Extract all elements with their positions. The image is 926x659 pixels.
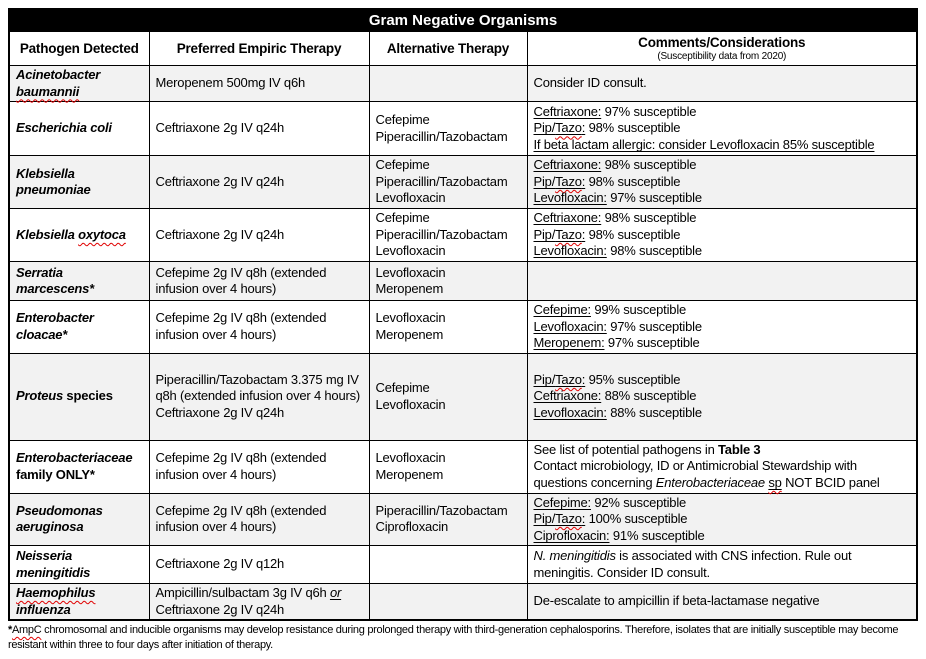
text-segment: Meropenem bbox=[375, 326, 444, 342]
text-segment: or bbox=[329, 585, 342, 600]
text-segment: Cefepime bbox=[375, 210, 430, 226]
cell-line bbox=[376, 210, 521, 227]
cell-line bbox=[16, 450, 143, 467]
cell-line bbox=[376, 450, 521, 467]
text-segment: 98% susceptible bbox=[585, 226, 681, 242]
cell-line bbox=[156, 602, 363, 619]
table-row bbox=[9, 493, 917, 546]
cell-line bbox=[534, 388, 911, 405]
col-header-comments-label: Comments/Considerations bbox=[638, 34, 806, 50]
text-segment: If beta lactam allergic: consider Levofloxacin 85% susceptible bbox=[533, 136, 875, 152]
preferred-therapy-cell bbox=[149, 440, 369, 493]
comments-cell bbox=[527, 262, 917, 301]
text-segment: Meropenem bbox=[375, 281, 444, 296]
cell-line bbox=[534, 548, 911, 581]
text-segment: Pip/ bbox=[533, 511, 556, 526]
cell-line bbox=[156, 75, 363, 92]
cell-line bbox=[156, 227, 363, 244]
text-segment: 91% susceptible bbox=[609, 527, 705, 543]
cell-line bbox=[534, 157, 911, 174]
preferred-therapy-cell bbox=[149, 262, 369, 301]
text-segment: Levofloxacin bbox=[375, 190, 446, 206]
text-segment: Cefepime bbox=[375, 157, 430, 173]
cell-line bbox=[156, 503, 363, 536]
cell-line bbox=[16, 565, 143, 582]
pathogen-cell bbox=[9, 156, 149, 209]
text-segment: Escherichia coli bbox=[16, 120, 112, 136]
pathogen-cell bbox=[9, 102, 149, 156]
text-segment: Enterobacter bbox=[16, 310, 94, 326]
alternative-therapy-cell bbox=[369, 493, 527, 546]
cell-line bbox=[534, 210, 911, 227]
text-segment: Meropenem: bbox=[533, 335, 605, 350]
cell-line bbox=[376, 129, 521, 146]
text-segment: 98% susceptible bbox=[606, 243, 702, 259]
comments-cell bbox=[527, 440, 917, 493]
text-segment: aeruginosa bbox=[16, 519, 84, 535]
text-segment: Levofloxacin: bbox=[533, 404, 607, 420]
text-segment: Levofloxacin bbox=[375, 264, 446, 280]
alternative-therapy-cell bbox=[369, 353, 527, 440]
cell-line bbox=[16, 265, 143, 282]
pathogen-cell bbox=[9, 440, 149, 493]
text-segment: Tazo bbox=[555, 226, 582, 242]
text-segment: Tazo bbox=[555, 173, 582, 189]
text-segment: sp bbox=[768, 474, 782, 490]
text-segment: Haemophilus bbox=[16, 585, 96, 600]
cell-line bbox=[376, 310, 521, 327]
text-segment: Meropenem bbox=[375, 466, 444, 482]
cell-line bbox=[534, 243, 911, 260]
text-segment: Ciprofloxacin: bbox=[533, 527, 610, 543]
cell-line bbox=[376, 227, 521, 244]
text-segment: Ceftriaxone 2g IV q24h bbox=[155, 226, 285, 242]
table-title: Gram Negative Organisms bbox=[9, 9, 917, 32]
gram-negative-organisms-table bbox=[8, 8, 918, 621]
cell-line bbox=[16, 84, 143, 101]
cell-line bbox=[156, 556, 363, 573]
text-segment: N. meningitidis bbox=[533, 548, 616, 563]
text-segment: Meropenem 500mg IV q6h bbox=[155, 75, 306, 91]
pathogen-cell bbox=[9, 301, 149, 354]
col-header-comments bbox=[527, 32, 917, 66]
text-segment: Piperacillin/Tazobactam bbox=[375, 226, 508, 242]
text-segment: NOT BCID panel bbox=[781, 474, 880, 490]
text-segment: Cefepime 2g IV q8h (extended infusion over 4 hours) bbox=[155, 450, 327, 482]
text-segment: Ceftriaxone 2g IV q12h bbox=[155, 556, 285, 572]
text-segment: Piperacillin/Tazobactam bbox=[375, 502, 508, 518]
table-row bbox=[9, 209, 917, 262]
preferred-therapy-cell bbox=[149, 156, 369, 209]
text-segment: Tazo bbox=[555, 511, 582, 526]
text-segment: Levofloxacin bbox=[375, 396, 446, 412]
cell-line bbox=[156, 120, 363, 137]
text-segment: Levofloxacin bbox=[375, 310, 446, 326]
text-segment: 98% susceptible bbox=[585, 173, 681, 189]
text-segment: family ONLY* bbox=[16, 466, 95, 482]
comments-cell bbox=[527, 209, 917, 262]
text-segment: Pip/ bbox=[533, 120, 556, 136]
cell-line bbox=[376, 397, 521, 414]
preferred-therapy-cell bbox=[149, 353, 369, 440]
pathogen-cell bbox=[9, 546, 149, 584]
cell-line bbox=[16, 585, 143, 602]
text-segment: Piperacillin/Tazobactam 3.375 mg IV q8h (extended infusion over 4 hours) bbox=[155, 371, 361, 404]
cell-line bbox=[156, 265, 363, 298]
text-segment: AmpC bbox=[11, 624, 42, 636]
text-segment: Cefepime 2g IV q8h (extended infusion over 4 hours) bbox=[155, 502, 327, 535]
col-header-preferred-therapy: Preferred Empiric Therapy bbox=[149, 32, 369, 66]
text-segment: Acinetobacter bbox=[16, 67, 101, 82]
text-segment: De-escalate to ampicillin if beta-lactamase negative bbox=[533, 593, 820, 609]
table-header-row bbox=[9, 32, 917, 66]
cell-line bbox=[156, 405, 363, 422]
cell-line bbox=[534, 120, 911, 137]
text-segment: : bbox=[581, 511, 586, 526]
cell-line bbox=[16, 310, 143, 327]
text-segment: Proteus bbox=[16, 388, 64, 404]
footnote bbox=[8, 623, 918, 652]
text-segment: Enterobacteriaceae bbox=[16, 450, 133, 465]
text-segment: Ceftriaxone: bbox=[533, 157, 602, 173]
cell-line bbox=[534, 302, 911, 319]
text-segment: 99% susceptible bbox=[590, 302, 687, 317]
text-segment: Ceftriaxone: bbox=[533, 388, 602, 404]
text-segment: pneumoniae bbox=[16, 182, 91, 197]
text-segment: : bbox=[581, 226, 586, 242]
cell-line bbox=[534, 511, 911, 528]
text-segment: Cefepime: bbox=[533, 494, 591, 510]
col-header-pathogen: Pathogen Detected bbox=[9, 32, 149, 66]
cell-line bbox=[534, 372, 911, 389]
cell-line bbox=[156, 450, 363, 483]
text-segment: Piperacillin/Tazobactam bbox=[375, 128, 508, 144]
cell-line bbox=[376, 327, 521, 344]
cell-line bbox=[534, 227, 911, 244]
pathogen-cell bbox=[9, 493, 149, 546]
text-segment: Ceftriaxone: bbox=[533, 103, 602, 119]
text-segment: 97% susceptible bbox=[606, 318, 702, 334]
cell-line bbox=[16, 182, 143, 199]
cell-line bbox=[16, 120, 143, 137]
alternative-therapy-cell bbox=[369, 156, 527, 209]
text-segment: Levofloxacin bbox=[375, 243, 446, 259]
text-segment: cloacae* bbox=[16, 326, 68, 342]
text-segment: Pip/ bbox=[533, 173, 556, 189]
alternative-therapy-cell bbox=[369, 262, 527, 301]
cell-line bbox=[16, 281, 143, 298]
cell-line bbox=[376, 157, 521, 174]
cell-line bbox=[534, 442, 911, 459]
table-title-row bbox=[9, 9, 917, 32]
text-segment: 97% susceptible bbox=[601, 103, 697, 119]
cell-line bbox=[376, 174, 521, 191]
cell-line bbox=[534, 75, 911, 92]
pathogen-cell bbox=[9, 66, 149, 102]
table-row bbox=[9, 262, 917, 301]
text-segment: Contact microbiology, ID or Antimicrobial Stewardship with questions concerning bbox=[533, 458, 857, 490]
cell-line bbox=[534, 174, 911, 191]
text-segment: Pip/ bbox=[533, 371, 556, 387]
text-segment: See list of potential pathogens in bbox=[533, 441, 719, 457]
comments-cell bbox=[527, 156, 917, 209]
text-segment: 100% susceptible bbox=[585, 511, 688, 526]
table-row bbox=[9, 546, 917, 584]
text-segment: Neisseria bbox=[16, 548, 73, 563]
cell-line bbox=[376, 503, 521, 520]
cell-line bbox=[534, 458, 911, 491]
alternative-therapy-cell bbox=[369, 209, 527, 262]
pathogen-cell bbox=[9, 584, 149, 621]
pathogen-cell bbox=[9, 353, 149, 440]
cell-line bbox=[376, 190, 521, 207]
cell-line bbox=[376, 265, 521, 282]
col-header-comments-sublabel: (Susceptibility data from 2020) bbox=[657, 50, 787, 62]
cell-line bbox=[16, 166, 143, 183]
alternative-therapy-cell bbox=[369, 584, 527, 621]
cell-line bbox=[534, 319, 911, 336]
text-segment: Cefepime 2g IV q8h (extended infusion over 4 hours) bbox=[155, 264, 327, 296]
cell-line bbox=[16, 602, 143, 619]
text-segment: Ceftriaxone 2g IV q24h bbox=[155, 120, 285, 136]
alternative-therapy-cell bbox=[369, 440, 527, 493]
comments-cell bbox=[527, 546, 917, 584]
cell-line bbox=[534, 104, 911, 121]
comments-cell bbox=[527, 66, 917, 102]
alternative-therapy-cell bbox=[369, 301, 527, 354]
col-header-alternative-therapy: Alternative Therapy bbox=[369, 32, 527, 66]
cell-line bbox=[156, 372, 363, 405]
text-segment: 92% susceptible bbox=[590, 494, 687, 510]
text-segment: chromosomal and inducible organisms may develop resistance during prolonged therapy with third-generation cephalosporins. Therefore, isolates that are initially susceptible may become resistant within three to four days after initiation of therapy. bbox=[8, 624, 899, 651]
text-segment: * bbox=[8, 624, 12, 636]
preferred-therapy-cell bbox=[149, 102, 369, 156]
cell-line bbox=[376, 467, 521, 484]
cell-line bbox=[16, 503, 143, 520]
text-segment: Levofloxacin: bbox=[533, 190, 607, 206]
comments-cell bbox=[527, 493, 917, 546]
text-segment: Cefepime bbox=[375, 380, 430, 395]
text-segment: 98% susceptible bbox=[601, 210, 697, 226]
cell-line bbox=[156, 310, 363, 343]
comments-cell bbox=[527, 353, 917, 440]
text-segment: Ceftriaxone: bbox=[533, 210, 602, 226]
preferred-therapy-cell bbox=[149, 584, 369, 621]
text-segment: Ceftriaxone 2g IV q24h bbox=[155, 173, 285, 189]
cell-line bbox=[534, 405, 911, 422]
cell-line bbox=[534, 495, 911, 512]
table-row bbox=[9, 440, 917, 493]
text-segment: : bbox=[581, 173, 586, 189]
text-segment: Pseudomonas bbox=[16, 502, 103, 518]
table-row bbox=[9, 353, 917, 440]
text-segment: Serratia bbox=[16, 264, 63, 280]
cell-line bbox=[16, 467, 143, 484]
text-segment: 98% susceptible bbox=[601, 157, 697, 173]
text-segment: 97% susceptible bbox=[604, 335, 700, 350]
text-segment: 88% susceptible bbox=[606, 404, 702, 420]
preferred-therapy-cell bbox=[149, 493, 369, 546]
text-segment: Levofloxacin: bbox=[533, 318, 607, 334]
text-segment: Tazo bbox=[555, 120, 582, 136]
text-segment: Cefepime: bbox=[533, 302, 591, 317]
alternative-therapy-cell bbox=[369, 546, 527, 584]
table-row bbox=[9, 301, 917, 354]
text-segment: is associated with CNS infection. Rule out meningitis. Consider ID consult. bbox=[533, 548, 852, 580]
cell-line bbox=[534, 593, 911, 610]
table-row bbox=[9, 102, 917, 156]
cell-line bbox=[156, 174, 363, 191]
table-row bbox=[9, 66, 917, 102]
text-segment: baumannii bbox=[16, 83, 80, 99]
text-segment: Tazo bbox=[555, 371, 582, 387]
text-segment: Cefepime bbox=[375, 112, 430, 127]
cell-line bbox=[16, 227, 143, 244]
text-segment: 98% susceptible bbox=[585, 120, 681, 136]
text-segment: Cefepime 2g IV q8h (extended infusion over 4 hours) bbox=[155, 310, 327, 342]
text-segment: Ampicillin/sulbactam 3g IV q6h bbox=[155, 585, 330, 600]
text-segment: Klebsiella bbox=[16, 165, 75, 181]
text-segment: influenza bbox=[16, 601, 71, 617]
table-row bbox=[9, 156, 917, 209]
cell-line bbox=[376, 281, 521, 298]
preferred-therapy-cell bbox=[149, 209, 369, 262]
text-segment: 88% susceptible bbox=[601, 388, 697, 404]
cell-line bbox=[16, 388, 143, 405]
text-segment: species bbox=[63, 388, 113, 404]
preferred-therapy-cell bbox=[149, 66, 369, 102]
cell-line bbox=[534, 137, 911, 154]
text-segment: Consider ID consult. bbox=[533, 75, 647, 91]
text-segment: marcescens* bbox=[16, 281, 95, 296]
alternative-therapy-cell bbox=[369, 102, 527, 156]
text-segment: Piperacillin/Tazobactam bbox=[375, 173, 508, 189]
pathogen-cell bbox=[9, 262, 149, 301]
cell-line bbox=[16, 519, 143, 536]
text-segment: Ciprofloxacin bbox=[375, 519, 449, 535]
cell-line bbox=[534, 190, 911, 207]
alternative-therapy-cell bbox=[369, 66, 527, 102]
text-segment: Pip/ bbox=[533, 226, 556, 242]
text-segment: 97% susceptible bbox=[606, 190, 702, 206]
comments-cell bbox=[527, 301, 917, 354]
text-segment: oxytoca bbox=[78, 226, 126, 242]
preferred-therapy-cell bbox=[149, 301, 369, 354]
cell-line bbox=[376, 243, 521, 260]
preferred-therapy-cell bbox=[149, 546, 369, 584]
comments-cell bbox=[527, 102, 917, 156]
cell-line bbox=[376, 112, 521, 129]
pathogen-cell bbox=[9, 209, 149, 262]
cell-line bbox=[534, 335, 911, 352]
cell-line bbox=[376, 380, 521, 397]
cell-line bbox=[534, 528, 911, 545]
cell-line bbox=[16, 67, 143, 84]
table-row bbox=[9, 584, 917, 621]
text-segment: : bbox=[581, 371, 586, 387]
cell-line bbox=[156, 585, 363, 602]
cell-line bbox=[376, 519, 521, 536]
cell-line bbox=[16, 327, 143, 344]
cell-line bbox=[16, 548, 143, 565]
text-segment: Klebsiella bbox=[16, 226, 79, 242]
text-segment: Levofloxacin: bbox=[533, 243, 607, 259]
text-segment: meningitidis bbox=[16, 564, 91, 580]
table-body bbox=[9, 66, 917, 621]
text-segment: : bbox=[581, 120, 586, 136]
text-segment: Levofloxacin bbox=[375, 450, 446, 465]
text-segment: Table 3 bbox=[718, 441, 761, 457]
text-segment: Ceftriaxone 2g IV q24h bbox=[155, 404, 285, 420]
comments-cell bbox=[527, 584, 917, 621]
text-segment: Ceftriaxone 2g IV q24h bbox=[155, 601, 285, 617]
text-segment: Enterobacteriaceae bbox=[655, 474, 765, 490]
text-segment: 95% susceptible bbox=[585, 371, 681, 387]
